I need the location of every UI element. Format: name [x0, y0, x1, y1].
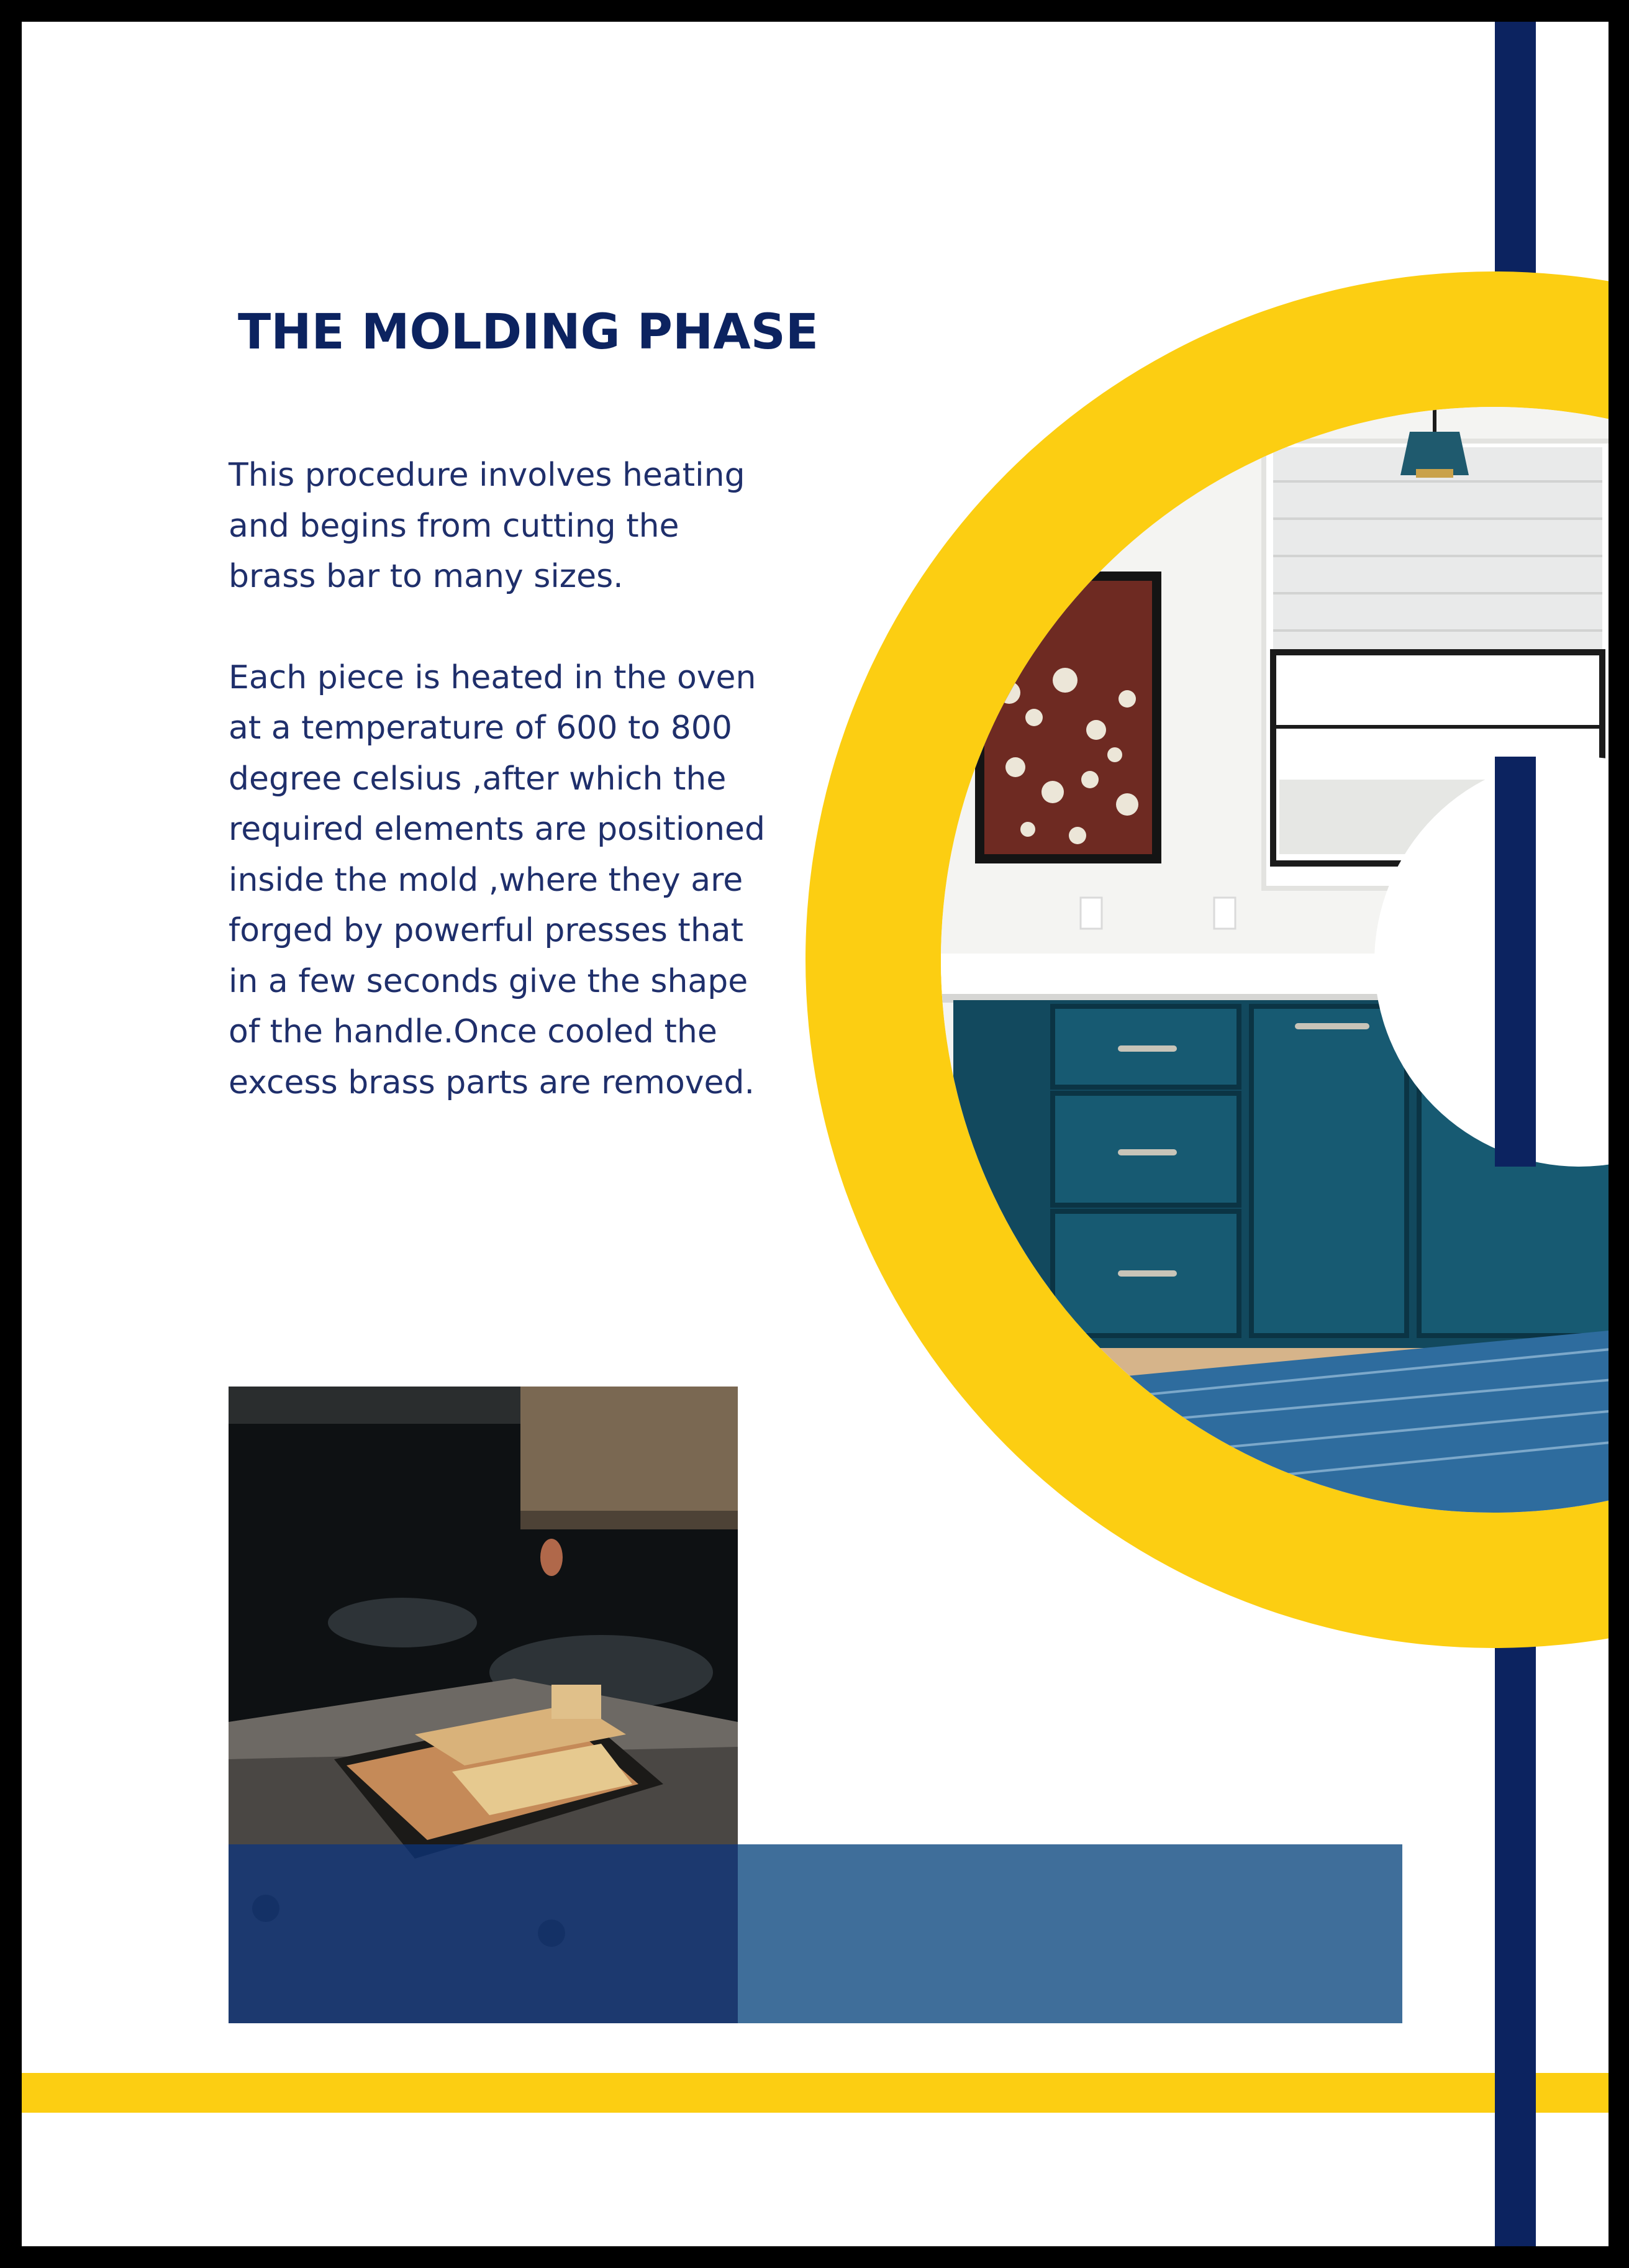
- navy-overlay-block: [229, 1844, 738, 2023]
- document-page: [22, 22, 1609, 2246]
- yellow-horizontal-bar: [22, 2073, 1609, 2113]
- navy-stripe-crossing: [1495, 2073, 1536, 2113]
- paragraph-intro: This procedure involves heating and begins from cutting the brass bar to many sizes.: [229, 457, 745, 595]
- navy-stripe-segment: [1495, 757, 1536, 1167]
- paragraph-process: Each piece is heated in the oven at a temperature of 600 to 800 degree celsius ,after which the required elements are positioned inside the mold ,where they are forged by powerful presses that in a few seconds give the shape of the handle.Once cooled the excess brass parts are removed.: [229, 658, 766, 1101]
- page-title: THE MOLDING PHASE: [238, 304, 819, 360]
- body-text: [229, 450, 775, 1108]
